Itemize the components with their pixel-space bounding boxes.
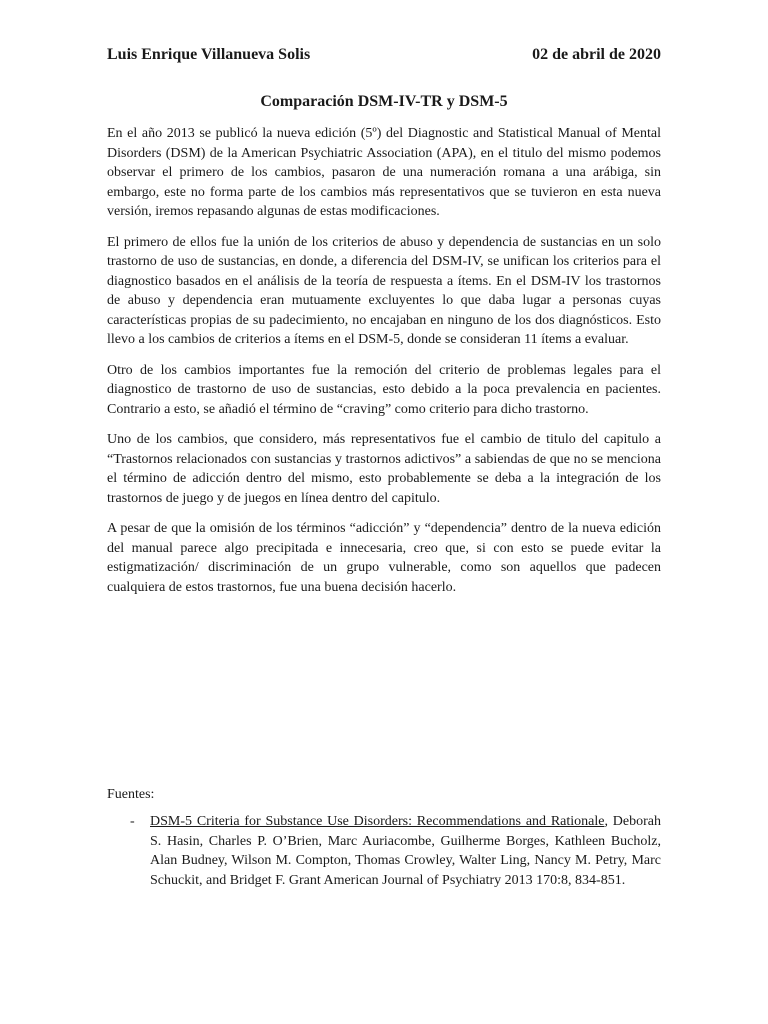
source-citation-details: , Deborah S. Hasin, Charles P. O’Brien, Marc Auriacombe, Guilherme Borges, Kathleen Bucholz, Alan Budney, Wilson M. Compton, Thomas Crowley, Walter Ling, Nancy M. Petry, Marc Schuckit, and Bridget F. Grant American Journal of Psychiatry 2013 170:8, 834-851. [150,814,662,888]
document-date: 02 de abril de 2020 [532,46,661,63]
paragraph-5: A pesar de que la omisión de los términos “adicción” y “dependencia” dentro de la nueva edición del manual parece algo precipitada e innecesaria, creo que, si con esto se puede evitar la estigmatización/ discriminación de un grupo vulnerable, como son aquellos que padecen cualquiera de estos trastornos, fue una buena decisión hacerlo. [107,521,661,595]
paragraph-4: Uno de los cambios, que considero, más representativos fue el cambio de titulo del capitulo a “Trastornos relacionados con sustancias y trastornos adictivos” a sabiendas de que no se menciona el término de adicción dentro del mismo, esto probablemente se deba a la integración de los trastornos de juego y de juegos en línea dentro del capitulo. [107,432,661,506]
document-title: Comparación DSM-IV-TR y DSM-5 [260,93,508,110]
paragraph-2: El primero de ellos fue la unión de los criterios de abuso y dependencia de sustancias en un solo trastorno de uso de sustancias, en donde, a diferencia del DSM-IV, se unifican los criterios para el diagnostico basados en el análisis de la teoría de respuesta a ítems. En el DSM-IV los trastornos de abuso y dependencia eran mutuamente excluyentes lo que daba lugar a personas cuyas características propias de su padecimiento, no encajaban en ninguno de los dos diagnósticos. Esto llevo a los cambios de criterios a ítems en el DSM-5, donde se consideran 11 ítems a evaluar. [107,234,661,347]
paragraph-3: Otro de los cambios importantes fue la remoción del criterio de problemas legales para el diagnostico de trastorno de uso de sustancias, esto debido a la poca prevalencia en pacientes. Contrario a esto, se añadió el término de “craving” como criterio para dicho trastorno. [107,362,661,417]
list-bullet: - [130,814,135,829]
document-body [107,124,661,608]
author-name: Luis Enrique Villanueva Solis [107,46,311,63]
paragraph-1: En el año 2013 se publicó la nueva edición (5º) del Diagnostic and Statistical Manual of Mental Disorders (DSM) de la American Psychiatric Association (APA), en el titulo del mismo podemos observar el primero de los cambios, pasaron de una numeración romana a una arábiga, sin embargo, este no forma parte de los cambios más representativos que se tuvieron en esta nueva versión, iremos repasando algunas de estas modificaciones. [107,126,661,219]
source-link[interactable]: DSM-5 Criteria for Substance Use Disorders: Recommendations and Rationale [150,814,605,829]
source-list-item [107,812,661,890]
source-citation [150,812,661,890]
header [107,46,661,64]
sources-label: Fuentes: [107,787,155,802]
